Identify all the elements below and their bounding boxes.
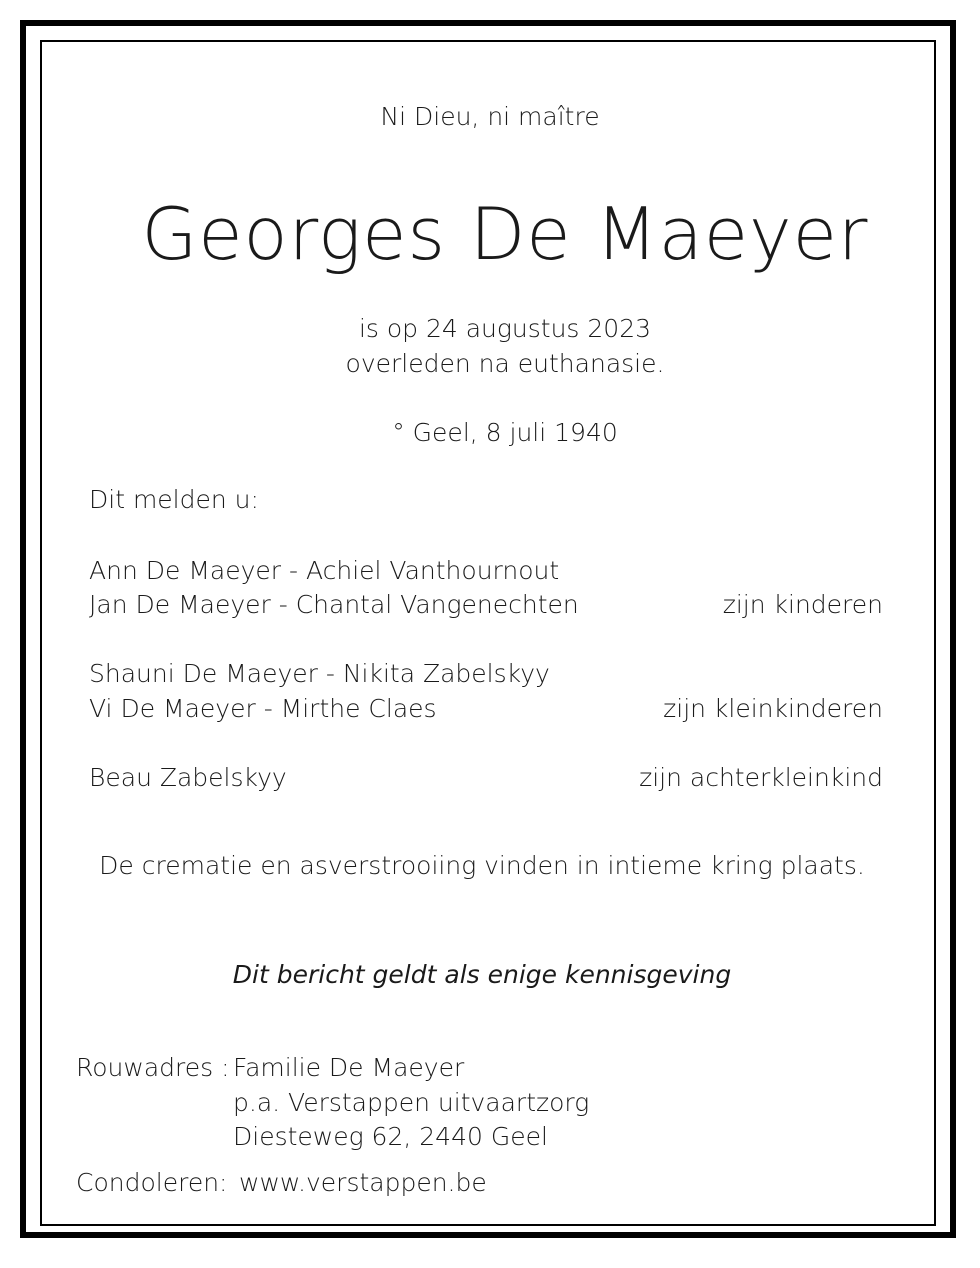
relation-label: zijn kleinkinderen	[663, 694, 883, 723]
address-line: Diesteweg 62, 2440 Geel	[233, 1122, 548, 1151]
family-member-line: Shauni De Maeyer - Nikita Zabelskyy	[89, 659, 550, 688]
birth-line: ° Geel, 8 juli 1940	[392, 418, 618, 447]
relation-label: zijn kinderen	[722, 590, 883, 619]
condolences-label: Condoleren:	[76, 1168, 228, 1197]
condolences-link[interactable]: www.verstappen.be	[239, 1168, 487, 1197]
relation-label: zijn achterkleinkind	[639, 763, 883, 792]
notice-line: Dit bericht geldt als enige kennisgeving	[232, 960, 732, 989]
family-member-line: Jan De Maeyer - Chantal Vangenechten	[89, 590, 579, 619]
address-line: p.a. Verstappen uitvaartzorg	[233, 1088, 590, 1117]
address-line: Familie De Maeyer	[233, 1053, 465, 1082]
death-line-1: is op 24 augustus 2023	[358, 314, 652, 343]
intro-text: Dit melden u:	[89, 485, 259, 514]
cremation-notice: De crematie en asverstrooiing vinden in intieme kring plaats.	[99, 851, 865, 880]
death-line-2: overleden na euthanasie.	[345, 349, 665, 378]
address-label: Rouwadres :	[76, 1053, 230, 1082]
family-member-line: Beau Zabelskyy	[89, 763, 287, 792]
motto: Ni Dieu, ni maître	[380, 102, 600, 131]
deceased-name: Georges De Maeyer	[141, 192, 869, 276]
family-member-line: Ann De Maeyer - Achiel Vanthournout	[89, 556, 560, 585]
family-member-line: Vi De Maeyer - Mirthe Claes	[89, 694, 437, 723]
